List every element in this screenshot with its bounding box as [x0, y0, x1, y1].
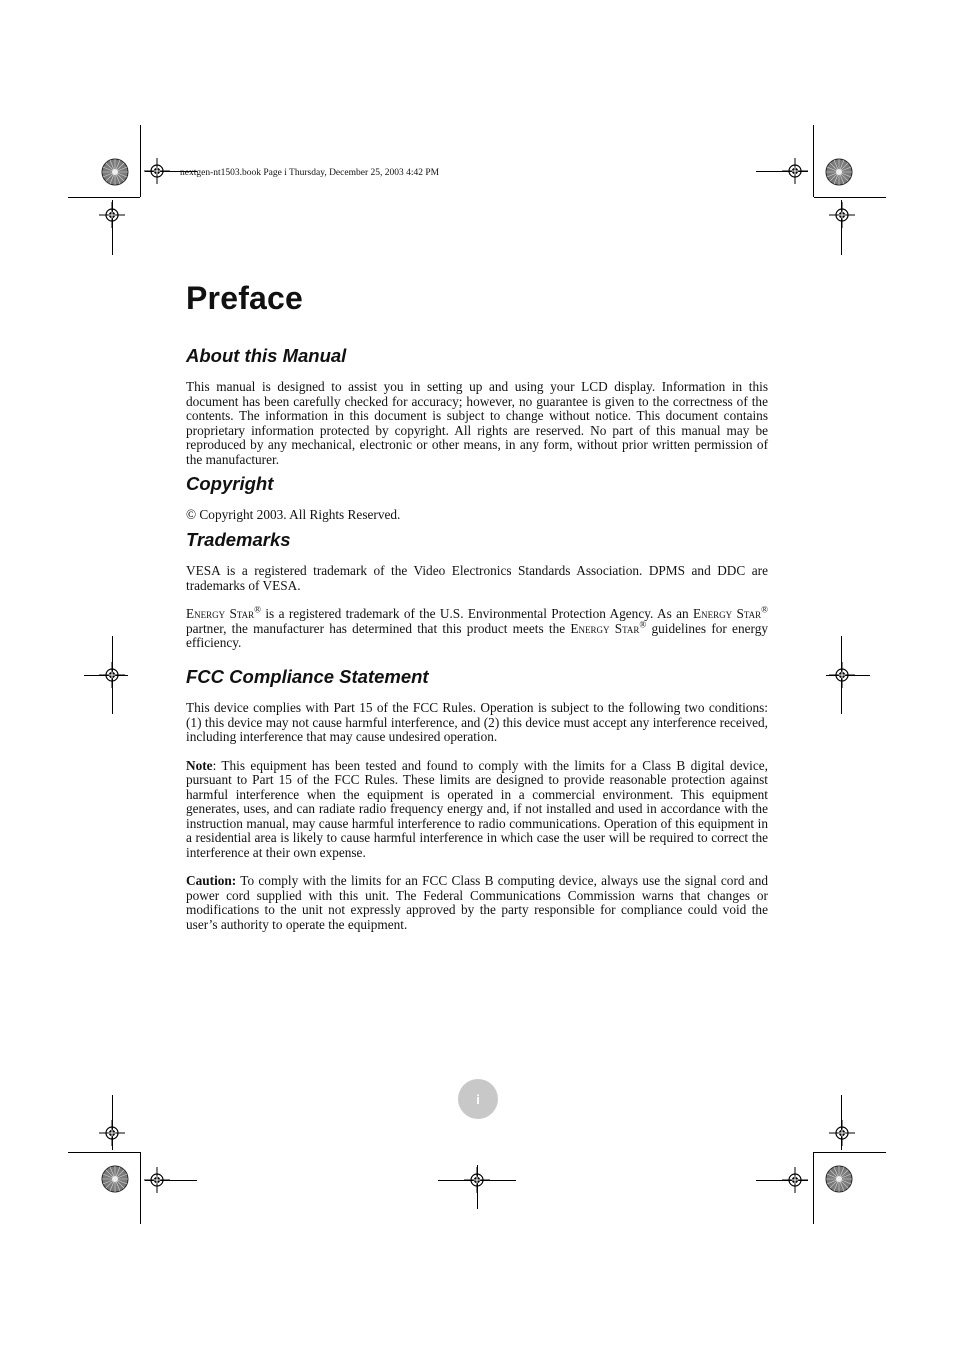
registration-mark-icon	[99, 662, 125, 688]
registered-symbol: ®	[254, 604, 261, 615]
sunburst-mark-icon	[101, 1165, 129, 1193]
text-run: guidelines for energy efficiency.	[186, 620, 768, 650]
crop-line	[68, 197, 140, 198]
caution-paragraph	[186, 874, 768, 932]
section-fcc	[186, 666, 768, 946]
crop-line	[814, 1152, 886, 1153]
registration-mark-icon	[829, 662, 855, 688]
paragraph: This device complies with Part 15 of the FCC Rules. Operation is subject to the following two conditions: (1) this device may not cause harmful interference, and (2) this device must accept any interference received, including interference that may cause undesired operation.	[186, 700, 768, 744]
section-heading: Copyright	[186, 473, 274, 494]
energy-star-mark: Energy Star	[570, 620, 640, 636]
registration-mark-icon	[99, 1120, 125, 1146]
paragraph: VESA is a registered trademark of the Video Electronics Standards Association. DPMS and DDC are trademarks of VESA.	[186, 563, 768, 593]
section-about	[186, 345, 768, 481]
crop-line	[814, 197, 886, 198]
energy-star-paragraph	[186, 604, 768, 651]
text-run: is a registered trademark of the U.S. Environmental Protection Agency. As an	[261, 606, 693, 621]
registered-symbol: ®	[639, 619, 647, 630]
page-number-badge: i	[458, 1079, 498, 1119]
registration-mark-icon	[782, 158, 808, 184]
paragraph: © Copyright 2003. All Rights Reserved.	[186, 507, 401, 522]
sunburst-mark-icon	[101, 158, 129, 186]
sunburst-mark-icon	[825, 1165, 853, 1193]
note-label: Note	[186, 757, 213, 773]
caution-label: Caution:	[186, 873, 237, 888]
sunburst-mark-icon	[825, 158, 853, 186]
registered-symbol: ®	[761, 604, 768, 615]
text-run: : This equipment has been tested and found to comply with the limits for a Class B digital device, pursuant to Part 15 of the FCC Rules. These limits are designed to provide reasonable protection against harmful interference when the equipment is operated in a commercial environment. This equipment generates, uses, and can radiate radio frequency energy and, if not installed and used in accordance with the instruction manual, may cause harmful interference to radio communications. Operation of this equipment in a residential area is likely to cause harmful interference in which case the user will be required to correct the interference at their own expense.	[186, 757, 768, 860]
section-heading: Trademarks	[186, 529, 291, 550]
registration-mark-icon	[829, 1120, 855, 1146]
text-run: partner, the manufacturer has determined that this product meets the	[186, 620, 571, 636]
registration-mark-icon	[144, 158, 170, 184]
crop-line	[813, 1152, 814, 1224]
note-paragraph	[186, 759, 768, 861]
crop-line	[140, 1152, 141, 1224]
crop-line	[68, 1152, 140, 1153]
registration-mark-icon	[464, 1167, 490, 1193]
energy-star-mark: Energy Star	[693, 606, 762, 621]
energy-star-mark: Energy Star	[186, 606, 255, 621]
registration-mark-icon	[144, 1167, 170, 1193]
crop-line	[140, 125, 141, 197]
print-slug: nextgen-nt1503.book Page i Thursday, December 25, 2003 4:42 PM	[180, 168, 440, 178]
crop-line	[813, 125, 814, 197]
paragraph: This manual is designed to assist you in setting up and using your LCD display. Information in this document has been carefully checked for accuracy; however, no guarantee is given to the correctness of the contents. The information in this document is subject to change without notice. This document contains proprietary information protected by copyright. All rights are reserved. No part of this manual may be reproduced by any mechanical, electronic or other means, in any form, without prior written permission of the manufacturer.	[186, 379, 768, 467]
section-heading: FCC Compliance Statement	[186, 666, 429, 687]
section-trademarks	[186, 529, 768, 665]
text-run: To comply with the limits for an FCC Class B computing device, always use the signal cord and power cord supplied with this unit. The Federal Communications Commission warns that changes or modifications to the unit not expressly approved by the party responsible for compliance could void the user’s authority to operate the equipment.	[186, 873, 768, 932]
section-heading: About this Manual	[186, 345, 347, 366]
section-copyright	[186, 473, 768, 537]
registration-mark-icon	[99, 202, 125, 228]
page-title: Preface	[186, 280, 304, 316]
registration-mark-icon	[829, 202, 855, 228]
registration-mark-icon	[782, 1167, 808, 1193]
